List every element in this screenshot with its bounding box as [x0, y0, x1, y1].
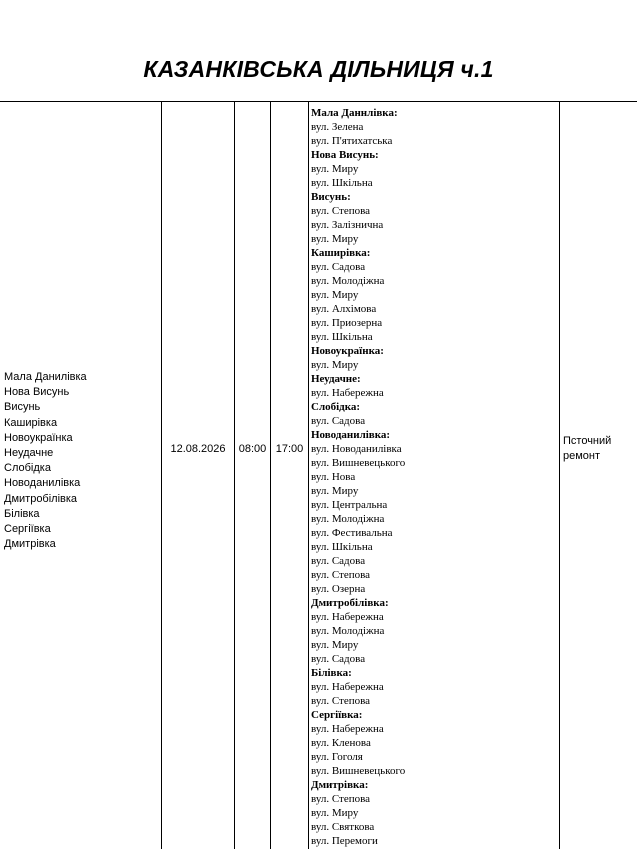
street-item: вул. Алхімова: [311, 303, 377, 315]
street-item: вул. Молодіжна: [311, 275, 385, 287]
street-item: вул. Миру: [311, 639, 359, 651]
reason-line: ремонт: [563, 450, 601, 462]
settlement-item: Каширівка: [4, 416, 58, 429]
street-item: вул. Миру: [311, 807, 359, 819]
column-divider: [308, 102, 309, 849]
street-item: вул. Садова: [311, 415, 366, 427]
settlement-item: Новоданилівка: [4, 477, 81, 490]
street-item: вул. Степова: [311, 569, 371, 581]
street-item: вул. Садова: [311, 261, 366, 273]
column-divider: [234, 102, 235, 849]
date-cell: 12.08.2026: [170, 443, 226, 455]
street-item: вул. Гоголя: [311, 751, 363, 763]
streets-cell: [311, 106, 557, 848]
column-divider: [559, 102, 560, 849]
place-heading: Висунь:: [311, 191, 351, 203]
place-heading: Сергіївка:: [311, 709, 363, 721]
settlement-item: Білівка: [4, 507, 40, 520]
settlement-item: Дмитробілівка: [4, 492, 78, 505]
street-item: вул. Шкільна: [311, 331, 373, 343]
street-item: вул. Миру: [311, 485, 359, 497]
street-item: вул. Вишневецького: [311, 765, 406, 777]
street-item: вул. Степова: [311, 695, 371, 707]
settlement-item: Новоукраїнка: [4, 431, 73, 444]
street-item: вул. Святкова: [311, 821, 375, 833]
street-item: вул. Миру: [311, 163, 359, 175]
street-item: вул. Приозерна: [311, 317, 383, 329]
street-item: вул. Новоданилівка: [311, 443, 402, 455]
settlement-item: Слобідка: [4, 462, 51, 475]
place-heading: Дмитробілівка:: [311, 597, 389, 609]
street-item: вул. Нова: [311, 471, 356, 483]
street-item: вул. Озерна: [311, 583, 366, 595]
street-item: вул. Залізнична: [311, 219, 384, 231]
place-heading: Дмитрівка:: [311, 779, 369, 791]
place-heading: Новоукраїнка:: [311, 345, 384, 357]
place-heading: Нова Висунь:: [311, 149, 379, 161]
street-item: вул. Центральна: [311, 499, 388, 511]
place-heading: Неудачне:: [311, 373, 361, 385]
street-item: вул. Степова: [311, 205, 371, 217]
street-item: вул. Кленова: [311, 737, 371, 749]
street-item: вул. Молодіжна: [311, 513, 385, 525]
street-item: вул. П'ятихатська: [311, 135, 393, 147]
street-item: вул. Садова: [311, 555, 366, 567]
street-item: вул. Шкільна: [311, 541, 373, 553]
street-item: вул. Набережна: [311, 387, 384, 399]
street-item: вул. Степова: [311, 793, 371, 805]
street-item: вул. Садова: [311, 653, 366, 665]
street-item: вул. Вишневецького: [311, 457, 406, 469]
place-heading: Мала Даннлівка:: [311, 107, 398, 119]
street-item: вул. Набережна: [311, 723, 384, 735]
street-item: вул. Перемоги: [311, 835, 378, 847]
street-item: вул. Набережна: [311, 611, 384, 623]
street-item: вул. Шкільна: [311, 177, 373, 189]
street-item: вул. Фестивальна: [311, 527, 393, 539]
outage-table: [0, 101, 637, 849]
place-heading: Новоданилівка:: [311, 429, 391, 441]
street-item: вул. Зелена: [311, 121, 364, 133]
street-item: вул. Набережна: [311, 681, 384, 693]
settlement-item: Мала Данилівка: [4, 371, 87, 383]
settlement-item: Нова Висунь: [4, 386, 70, 399]
place-heading: Білівка:: [311, 667, 352, 679]
settlement-item: Дмитрівка: [4, 538, 56, 551]
settlement-item: Висунь: [4, 401, 41, 414]
settlements-cell: [4, 370, 154, 552]
end-time-cell: 17:00: [275, 443, 304, 455]
settlement-item: Сергіївка: [4, 523, 51, 536]
place-heading: Слобідка:: [311, 401, 361, 413]
street-item: вул. Миру: [311, 233, 359, 245]
column-divider: [161, 102, 162, 849]
street-item: вул. Молодіжна: [311, 625, 385, 637]
reason-line: Псточний: [563, 435, 612, 447]
start-time-cell: 08:00: [238, 443, 267, 455]
reason-cell: [563, 434, 635, 464]
street-item: вул. Миру: [311, 289, 359, 301]
column-divider: [270, 102, 271, 849]
street-item: вул. Миру: [311, 359, 359, 371]
settlement-item: Неудачне: [4, 447, 54, 460]
page-title: КАЗАНКІВСЬКА ДІЛЬНИЦЯ ч.1: [143, 56, 494, 82]
place-heading: Каширівка:: [311, 247, 371, 259]
